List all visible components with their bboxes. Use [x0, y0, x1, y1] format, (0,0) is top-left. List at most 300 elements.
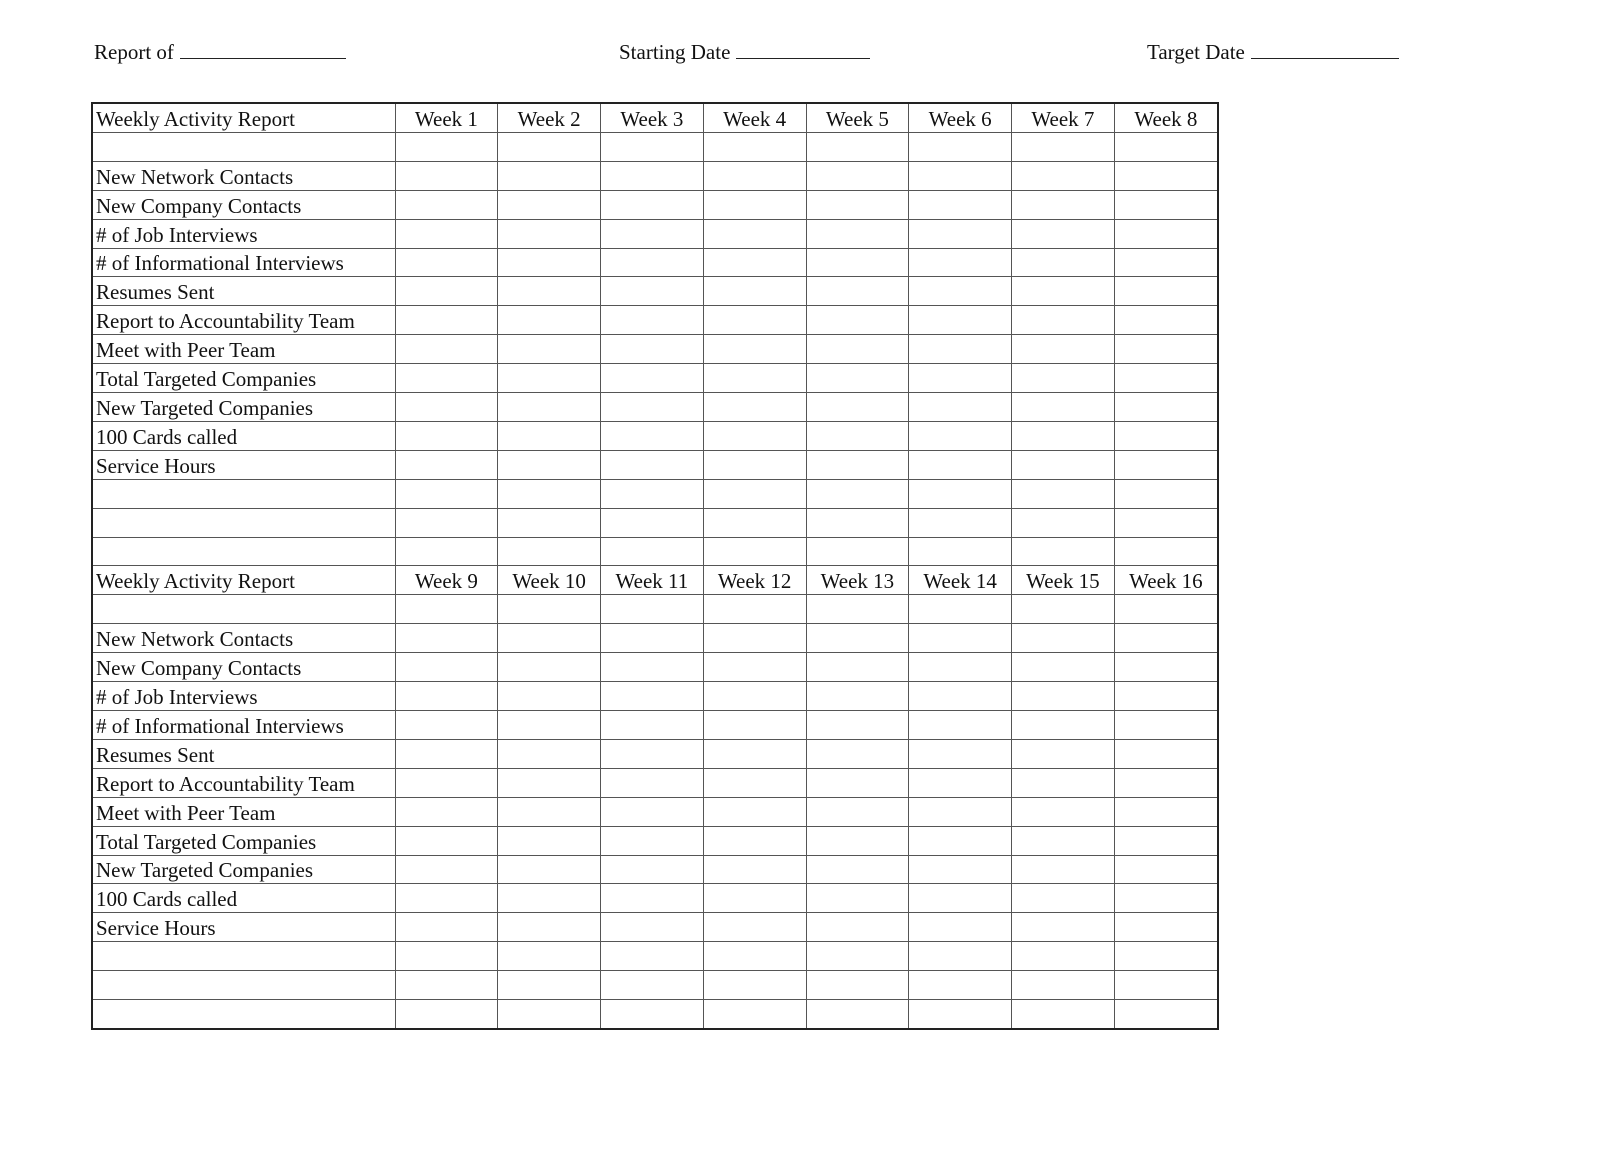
week-entry-cell[interactable] — [909, 421, 1012, 450]
week-entry-cell[interactable] — [395, 364, 498, 393]
week-entry-cell[interactable] — [601, 479, 704, 508]
week-entry-cell[interactable] — [498, 768, 601, 797]
week-entry-cell[interactable] — [1114, 450, 1217, 479]
activity-label: # of Informational Interviews — [93, 711, 395, 740]
week-entry-cell[interactable] — [395, 711, 498, 740]
week-entry-cell[interactable] — [498, 479, 601, 508]
week-entry-cell[interactable] — [1114, 364, 1217, 393]
week-entry-cell[interactable] — [601, 190, 704, 219]
week-entry-cell[interactable] — [601, 624, 704, 653]
week-entry-cell[interactable] — [498, 364, 601, 393]
week-entry-cell[interactable] — [395, 393, 498, 422]
week-entry-cell[interactable] — [395, 884, 498, 913]
week-entry-cell[interactable] — [1114, 913, 1217, 942]
table-row — [93, 595, 1217, 624]
week-header: Week 8 — [1114, 104, 1217, 132]
week-entry-cell[interactable] — [395, 624, 498, 653]
week-entry-cell[interactable] — [1114, 624, 1217, 653]
activity-label: Meet with Peer Team — [93, 335, 395, 364]
week-entry-cell[interactable] — [1012, 682, 1115, 711]
week-entry-cell[interactable] — [498, 306, 601, 335]
week-entry-cell[interactable] — [601, 537, 704, 566]
week-entry-cell[interactable] — [909, 682, 1012, 711]
week-entry-cell[interactable] — [909, 132, 1012, 161]
week-entry-cell[interactable] — [1114, 306, 1217, 335]
week-entry-cell[interactable] — [1114, 768, 1217, 797]
week-entry-cell[interactable] — [1114, 797, 1217, 826]
week-entry-cell[interactable] — [806, 971, 909, 1000]
target-date-blank[interactable] — [1251, 40, 1399, 59]
week-entry-cell[interactable] — [1012, 161, 1115, 190]
activity-label: Total Targeted Companies — [93, 364, 395, 393]
week-entry-cell[interactable] — [703, 768, 806, 797]
week-entry-cell[interactable] — [703, 335, 806, 364]
activity-label: New Company Contacts — [93, 653, 395, 682]
week-entry-cell[interactable] — [806, 884, 909, 913]
week-entry-cell[interactable] — [601, 306, 704, 335]
week-entry-cell[interactable] — [498, 161, 601, 190]
week-entry-cell[interactable] — [1012, 971, 1115, 1000]
week-entry-cell[interactable] — [1012, 450, 1115, 479]
week-entry-cell[interactable] — [1114, 653, 1217, 682]
week-entry-cell[interactable] — [498, 971, 601, 1000]
week-entry-cell[interactable] — [703, 884, 806, 913]
week-entry-cell[interactable] — [498, 913, 601, 942]
week-entry-cell[interactable] — [909, 508, 1012, 537]
week-header: Week 10 — [498, 566, 601, 595]
week-entry-cell[interactable] — [806, 768, 909, 797]
week-entry-cell[interactable] — [1114, 682, 1217, 711]
week-entry-cell[interactable] — [601, 711, 704, 740]
week-entry-cell[interactable] — [395, 161, 498, 190]
activity-label: New Network Contacts — [93, 624, 395, 653]
week-entry-cell[interactable] — [395, 942, 498, 971]
week-entry-cell[interactable] — [909, 161, 1012, 190]
week-entry-cell[interactable] — [1012, 855, 1115, 884]
week-entry-cell[interactable] — [909, 1000, 1012, 1028]
week-entry-cell[interactable] — [601, 971, 704, 1000]
week-entry-cell[interactable] — [498, 1000, 601, 1028]
week-entry-cell[interactable] — [1114, 219, 1217, 248]
week-entry-cell[interactable] — [806, 277, 909, 306]
week-entry-cell[interactable] — [601, 739, 704, 768]
table-row — [93, 306, 1217, 335]
week-header: Week 12 — [703, 566, 806, 595]
week-entry-cell[interactable] — [395, 768, 498, 797]
week-entry-cell[interactable] — [909, 364, 1012, 393]
week-entry-cell[interactable] — [703, 161, 806, 190]
week-entry-cell[interactable] — [1114, 421, 1217, 450]
section-header-row — [93, 566, 1217, 595]
week-entry-cell[interactable] — [806, 421, 909, 450]
week-entry-cell[interactable] — [1012, 797, 1115, 826]
week-entry-cell[interactable] — [601, 277, 704, 306]
week-entry-cell[interactable] — [806, 190, 909, 219]
week-entry-cell[interactable] — [909, 219, 1012, 248]
week-entry-cell[interactable] — [395, 450, 498, 479]
week-entry-cell[interactable] — [703, 450, 806, 479]
activity-label — [93, 595, 395, 624]
week-header: Week 5 — [806, 104, 909, 132]
week-entry-cell[interactable] — [498, 421, 601, 450]
week-entry-cell[interactable] — [601, 219, 704, 248]
week-entry-cell[interactable] — [601, 161, 704, 190]
week-entry-cell[interactable] — [1114, 942, 1217, 971]
table-row — [93, 739, 1217, 768]
week-entry-cell[interactable] — [498, 682, 601, 711]
week-entry-cell[interactable] — [703, 711, 806, 740]
week-entry-cell[interactable] — [395, 971, 498, 1000]
week-entry-cell[interactable] — [909, 595, 1012, 624]
week-entry-cell[interactable] — [1012, 508, 1115, 537]
week-entry-cell[interactable] — [498, 711, 601, 740]
week-entry-cell[interactable] — [395, 682, 498, 711]
week-entry-cell[interactable] — [806, 132, 909, 161]
week-entry-cell[interactable] — [909, 913, 1012, 942]
week-entry-cell[interactable] — [1114, 711, 1217, 740]
week-entry-cell[interactable] — [395, 190, 498, 219]
report-of-blank[interactable] — [180, 40, 346, 59]
week-entry-cell[interactable] — [806, 624, 909, 653]
week-entry-cell[interactable] — [395, 508, 498, 537]
week-entry-cell[interactable] — [806, 364, 909, 393]
week-entry-cell[interactable] — [601, 248, 704, 277]
week-entry-cell[interactable] — [498, 450, 601, 479]
week-entry-cell[interactable] — [909, 768, 1012, 797]
week-entry-cell[interactable] — [703, 508, 806, 537]
activity-label — [93, 971, 395, 1000]
week-entry-cell[interactable] — [498, 393, 601, 422]
week-entry-cell[interactable] — [1114, 132, 1217, 161]
week-entry-cell[interactable] — [806, 479, 909, 508]
week-entry-cell[interactable] — [1012, 479, 1115, 508]
week-entry-cell[interactable] — [806, 508, 909, 537]
week-entry-cell[interactable] — [703, 219, 806, 248]
week-entry-cell[interactable] — [703, 479, 806, 508]
week-entry-cell[interactable] — [806, 855, 909, 884]
activity-label — [93, 942, 395, 971]
week-entry-cell[interactable] — [703, 624, 806, 653]
week-entry-cell[interactable] — [703, 277, 806, 306]
week-entry-cell[interactable] — [909, 248, 1012, 277]
week-entry-cell[interactable] — [703, 364, 806, 393]
week-entry-cell[interactable] — [806, 219, 909, 248]
week-entry-cell[interactable] — [601, 364, 704, 393]
week-entry-cell[interactable] — [1012, 595, 1115, 624]
week-entry-cell[interactable] — [498, 653, 601, 682]
week-entry-cell[interactable] — [395, 739, 498, 768]
week-entry-cell[interactable] — [1012, 219, 1115, 248]
week-entry-cell[interactable] — [909, 797, 1012, 826]
week-entry-cell[interactable] — [909, 739, 1012, 768]
week-entry-cell[interactable] — [1114, 277, 1217, 306]
week-header: Week 2 — [498, 104, 601, 132]
week-entry-cell[interactable] — [703, 393, 806, 422]
week-entry-cell[interactable] — [498, 537, 601, 566]
week-entry-cell[interactable] — [806, 942, 909, 971]
week-entry-cell[interactable] — [601, 797, 704, 826]
week-entry-cell[interactable] — [1114, 739, 1217, 768]
week-entry-cell[interactable] — [1012, 393, 1115, 422]
activity-label — [93, 132, 395, 161]
week-entry-cell[interactable] — [909, 393, 1012, 422]
week-entry-cell[interactable] — [703, 306, 806, 335]
week-entry-cell[interactable] — [806, 739, 909, 768]
activity-label: Service Hours — [93, 913, 395, 942]
activity-label: Total Targeted Companies — [93, 826, 395, 855]
week-entry-cell[interactable] — [703, 537, 806, 566]
week-entry-cell[interactable] — [1012, 537, 1115, 566]
week-entry-cell[interactable] — [1114, 335, 1217, 364]
week-entry-cell[interactable] — [1114, 161, 1217, 190]
week-entry-cell[interactable] — [909, 653, 1012, 682]
week-entry-cell[interactable] — [806, 682, 909, 711]
week-entry-cell[interactable] — [1012, 711, 1115, 740]
week-entry-cell[interactable] — [601, 884, 704, 913]
week-entry-cell[interactable] — [498, 884, 601, 913]
week-entry-cell[interactable] — [806, 306, 909, 335]
week-entry-cell[interactable] — [909, 942, 1012, 971]
week-entry-cell[interactable] — [806, 450, 909, 479]
week-entry-cell[interactable] — [806, 826, 909, 855]
week-entry-cell[interactable] — [1114, 1000, 1217, 1028]
week-entry-cell[interactable] — [909, 711, 1012, 740]
target-date-label: Target Date — [1147, 40, 1245, 64]
week-entry-cell[interactable] — [498, 335, 601, 364]
week-entry-cell[interactable] — [395, 913, 498, 942]
week-entry-cell[interactable] — [703, 132, 806, 161]
week-entry-cell[interactable] — [1114, 248, 1217, 277]
week-entry-cell[interactable] — [806, 335, 909, 364]
week-entry-cell[interactable] — [909, 190, 1012, 219]
week-entry-cell[interactable] — [601, 855, 704, 884]
week-entry-cell[interactable] — [909, 335, 1012, 364]
activity-label: Meet with Peer Team — [93, 797, 395, 826]
week-entry-cell[interactable] — [395, 826, 498, 855]
week-entry-cell[interactable] — [1012, 421, 1115, 450]
week-entry-cell[interactable] — [1012, 739, 1115, 768]
week-entry-cell[interactable] — [1114, 190, 1217, 219]
week-entry-cell[interactable] — [395, 219, 498, 248]
activity-label — [93, 1000, 395, 1028]
starting-date-field — [619, 40, 870, 65]
table-row — [93, 624, 1217, 653]
week-entry-cell[interactable] — [395, 248, 498, 277]
week-entry-cell[interactable] — [601, 1000, 704, 1028]
week-entry-cell[interactable] — [1114, 884, 1217, 913]
week-entry-cell[interactable] — [1114, 537, 1217, 566]
week-entry-cell[interactable] — [703, 855, 806, 884]
week-entry-cell[interactable] — [1012, 364, 1115, 393]
week-entry-cell[interactable] — [909, 306, 1012, 335]
week-entry-cell[interactable] — [1012, 277, 1115, 306]
table-row — [93, 132, 1217, 161]
week-entry-cell[interactable] — [601, 653, 704, 682]
week-entry-cell[interactable] — [395, 421, 498, 450]
week-entry-cell[interactable] — [601, 450, 704, 479]
week-entry-cell[interactable] — [498, 826, 601, 855]
week-entry-cell[interactable] — [498, 739, 601, 768]
week-entry-cell[interactable] — [1114, 508, 1217, 537]
activity-label: Resumes Sent — [93, 277, 395, 306]
week-entry-cell[interactable] — [395, 653, 498, 682]
section-title: Weekly Activity Report — [93, 104, 395, 132]
table-row — [93, 711, 1217, 740]
week-entry-cell[interactable] — [703, 826, 806, 855]
starting-date-blank[interactable] — [736, 40, 870, 59]
week-entry-cell[interactable] — [909, 971, 1012, 1000]
week-entry-cell[interactable] — [703, 942, 806, 971]
week-entry-cell[interactable] — [1012, 942, 1115, 971]
week-entry-cell[interactable] — [601, 768, 704, 797]
week-entry-cell[interactable] — [806, 393, 909, 422]
week-entry-cell[interactable] — [703, 421, 806, 450]
week-entry-cell[interactable] — [498, 277, 601, 306]
week-entry-cell[interactable] — [498, 190, 601, 219]
week-header: Week 6 — [909, 104, 1012, 132]
week-entry-cell[interactable] — [1114, 971, 1217, 1000]
week-entry-cell[interactable] — [1012, 1000, 1115, 1028]
week-entry-cell[interactable] — [1012, 190, 1115, 219]
week-entry-cell[interactable] — [703, 1000, 806, 1028]
activity-label: New Targeted Companies — [93, 855, 395, 884]
week-entry-cell[interactable] — [601, 508, 704, 537]
week-entry-cell[interactable] — [498, 132, 601, 161]
week-entry-cell[interactable] — [703, 248, 806, 277]
week-entry-cell[interactable] — [909, 450, 1012, 479]
table-row — [93, 219, 1217, 248]
week-entry-cell[interactable] — [909, 277, 1012, 306]
activity-label — [93, 537, 395, 566]
week-entry-cell[interactable] — [498, 219, 601, 248]
week-entry-cell[interactable] — [909, 855, 1012, 884]
week-entry-cell[interactable] — [1012, 768, 1115, 797]
week-entry-cell[interactable] — [601, 132, 704, 161]
week-entry-cell[interactable] — [1114, 479, 1217, 508]
table-row — [93, 537, 1217, 566]
week-entry-cell[interactable] — [498, 624, 601, 653]
week-entry-cell[interactable] — [703, 739, 806, 768]
week-entry-cell[interactable] — [703, 971, 806, 1000]
week-header: Week 14 — [909, 566, 1012, 595]
week-entry-cell[interactable] — [909, 479, 1012, 508]
starting-date-label: Starting Date — [619, 40, 731, 64]
week-entry-cell[interactable] — [1012, 826, 1115, 855]
table-row — [93, 942, 1217, 971]
week-entry-cell[interactable] — [498, 508, 601, 537]
week-entry-cell[interactable] — [703, 595, 806, 624]
week-entry-cell[interactable] — [806, 1000, 909, 1028]
week-entry-cell[interactable] — [1012, 913, 1115, 942]
week-entry-cell[interactable] — [395, 537, 498, 566]
week-entry-cell[interactable] — [806, 537, 909, 566]
week-entry-cell[interactable] — [909, 624, 1012, 653]
week-entry-cell[interactable] — [909, 826, 1012, 855]
week-entry-cell[interactable] — [395, 277, 498, 306]
week-entry-cell[interactable] — [703, 190, 806, 219]
week-entry-cell[interactable] — [601, 913, 704, 942]
week-entry-cell[interactable] — [601, 826, 704, 855]
week-entry-cell[interactable] — [1114, 393, 1217, 422]
week-entry-cell[interactable] — [498, 942, 601, 971]
week-entry-cell[interactable] — [806, 161, 909, 190]
week-entry-cell[interactable] — [395, 335, 498, 364]
table-row — [93, 248, 1217, 277]
activity-label: Report to Accountability Team — [93, 768, 395, 797]
week-entry-cell[interactable] — [1114, 826, 1217, 855]
week-entry-cell[interactable] — [601, 393, 704, 422]
table-row — [93, 768, 1217, 797]
week-header: Week 16 — [1114, 566, 1217, 595]
activity-label: Report to Accountability Team — [93, 306, 395, 335]
activity-label: 100 Cards called — [93, 884, 395, 913]
week-entry-cell[interactable] — [1012, 335, 1115, 364]
week-entry-cell[interactable] — [395, 595, 498, 624]
week-header: Week 7 — [1012, 104, 1115, 132]
table-row — [93, 826, 1217, 855]
activity-label: New Company Contacts — [93, 190, 395, 219]
week-entry-cell[interactable] — [601, 942, 704, 971]
table-row — [93, 913, 1217, 942]
week-entry-cell[interactable] — [395, 132, 498, 161]
week-entry-cell[interactable] — [909, 537, 1012, 566]
week-entry-cell[interactable] — [498, 595, 601, 624]
week-entry-cell[interactable] — [498, 248, 601, 277]
week-entry-cell[interactable] — [498, 855, 601, 884]
week-entry-cell[interactable] — [806, 248, 909, 277]
week-entry-cell[interactable] — [1012, 306, 1115, 335]
table-row — [93, 364, 1217, 393]
week-entry-cell[interactable] — [1114, 855, 1217, 884]
week-entry-cell[interactable] — [1012, 624, 1115, 653]
week-entry-cell[interactable] — [395, 1000, 498, 1028]
week-entry-cell[interactable] — [1012, 884, 1115, 913]
week-entry-cell[interactable] — [703, 682, 806, 711]
week-entry-cell[interactable] — [395, 855, 498, 884]
week-entry-cell[interactable] — [806, 595, 909, 624]
table-row — [93, 335, 1217, 364]
week-entry-cell[interactable] — [1114, 595, 1217, 624]
table-row — [93, 277, 1217, 306]
week-entry-cell[interactable] — [395, 479, 498, 508]
week-entry-cell[interactable] — [601, 421, 704, 450]
week-entry-cell[interactable] — [395, 797, 498, 826]
week-entry-cell[interactable] — [703, 913, 806, 942]
table-row — [93, 450, 1217, 479]
week-entry-cell[interactable] — [395, 306, 498, 335]
week-entry-cell[interactable] — [498, 797, 601, 826]
activity-label: # of Job Interviews — [93, 219, 395, 248]
week-entry-cell[interactable] — [703, 797, 806, 826]
week-entry-cell[interactable] — [806, 653, 909, 682]
week-entry-cell[interactable] — [909, 884, 1012, 913]
week-header: Week 1 — [395, 104, 498, 132]
section-header-row — [93, 104, 1217, 132]
week-entry-cell[interactable] — [1012, 248, 1115, 277]
week-entry-cell[interactable] — [601, 682, 704, 711]
week-entry-cell[interactable] — [1012, 653, 1115, 682]
week-entry-cell[interactable] — [601, 335, 704, 364]
week-header: Week 11 — [601, 566, 704, 595]
week-entry-cell[interactable] — [601, 595, 704, 624]
week-entry-cell[interactable] — [806, 711, 909, 740]
week-entry-cell[interactable] — [703, 653, 806, 682]
week-entry-cell[interactable] — [1012, 132, 1115, 161]
week-entry-cell[interactable] — [806, 913, 909, 942]
week-entry-cell[interactable] — [806, 797, 909, 826]
activity-label — [93, 508, 395, 537]
activity-label: New Network Contacts — [93, 161, 395, 190]
